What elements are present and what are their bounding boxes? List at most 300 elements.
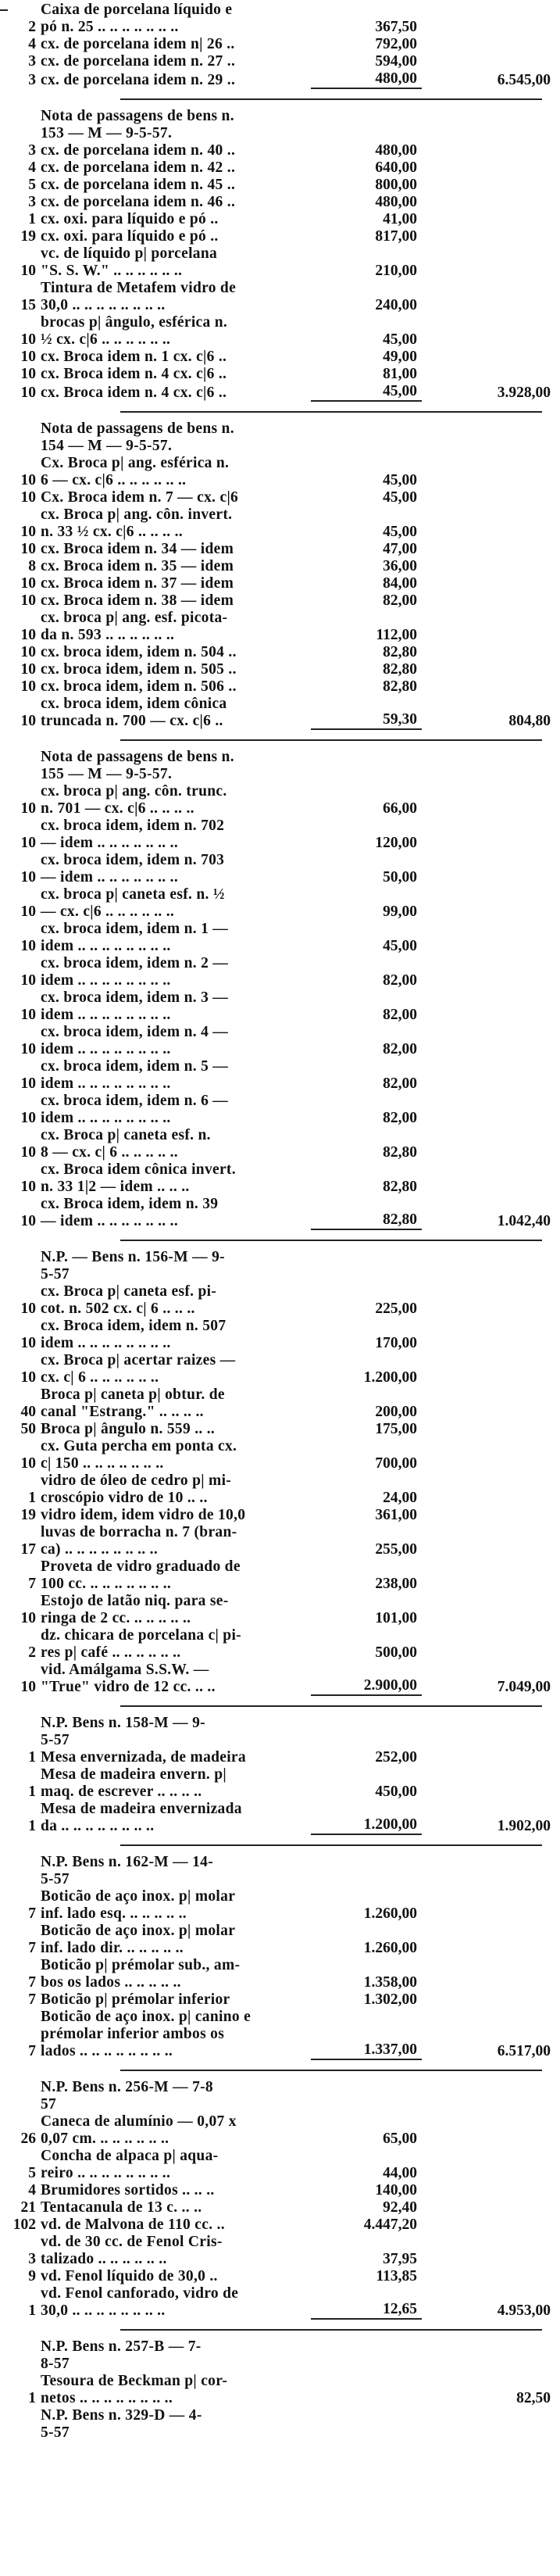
item-amount: 36,00 [383, 558, 417, 574]
item-amount: 101,00 [375, 1610, 417, 1626]
item-quantity: 10 [20, 972, 36, 989]
item-quantity: 7 [28, 1991, 36, 2008]
item-amount: 59,30 [311, 711, 422, 730]
item-description: luvas de borracha n. 7 (bran- ca) .. .. .. .. .. .. .. .. [41, 1524, 237, 1558]
item-amount: 47,00 [383, 541, 417, 557]
item-description: cx. broca idem, idem n. 504 .. [41, 644, 237, 660]
item-amount: 700,00 [375, 1455, 417, 1472]
ledger-row [3, 1093, 554, 1127]
item-amount: 82,00 [383, 592, 417, 609]
item-amount: 82,80 [383, 1144, 417, 1161]
item-description: cx. Broca p| acertar raizes — cx. c| 6 .. .. .. .. .. .. [41, 1352, 236, 1386]
margin-dash-mark [0, 9, 8, 11]
item-quantity: 10 [20, 1455, 36, 1472]
item-quantity: 19 [20, 1507, 36, 1523]
ledger-row [3, 1318, 554, 1352]
section-total: 1.042,40 [497, 1213, 551, 1229]
item-description: cx. Broca p| caneta esf. n. 8 — cx. c| 6 .. .. .. .. .. [41, 1127, 211, 1161]
item-description: vd. Fenol canforado, vidro de 30,0 .. .. .. .. .. .. .. .. [41, 2285, 239, 2319]
item-quantity: 10 [20, 713, 36, 729]
item-quantity: 1 [28, 1490, 36, 1506]
item-description: N.P. Bens n. 329-D — 4- 5-57 [41, 2407, 202, 2441]
ledger-section [3, 1715, 554, 1835]
section-heading [3, 2338, 554, 2373]
item-quantity: 17 [20, 1541, 36, 1558]
ledger-row [3, 2234, 554, 2268]
ledger-row [3, 661, 554, 678]
item-quantity: 3 [28, 53, 36, 70]
item-description: cx. Broca idem n. 38 — idem [41, 592, 234, 609]
section-separator [3, 1230, 554, 1249]
item-description: Tesoura de Beckman p| cor- netos .. .. .. .. .. .. .. .. [41, 2373, 228, 2406]
item-quantity: 9 [28, 2268, 36, 2284]
ledger-row [3, 852, 554, 886]
ledger-row [3, 644, 554, 661]
ledger-row [3, 818, 554, 852]
item-amount: 140,00 [375, 2182, 417, 2199]
item-quantity: 10 [20, 349, 36, 365]
ledger-row [3, 592, 554, 610]
item-amount: 66,00 [383, 800, 417, 817]
item-amount: 81,00 [383, 366, 417, 382]
item-quantity: 2 [28, 1644, 36, 1661]
item-description: vc. de líquido p| porcelana "S. S. W." .. .. .. .. .. .. [41, 245, 218, 279]
item-description: cx. de porcelana idem n. 45 .. [41, 177, 236, 193]
item-description: cx. broca p| ang. côn. trunc. n. 701 — cx. c|6 .. .. .. .. [41, 783, 227, 817]
item-amount: 82,80 [383, 661, 417, 678]
item-amount: 112,00 [376, 627, 417, 643]
section-separator [3, 1835, 554, 1854]
item-amount: 45,00 [383, 938, 417, 954]
item-quantity: 10 [20, 472, 36, 488]
ledger-row [3, 2216, 554, 2234]
section-heading [3, 2407, 554, 2442]
item-quantity: 3 [28, 2251, 36, 2267]
ledger-row [3, 349, 554, 366]
item-amount: 82,00 [383, 1075, 417, 1092]
item-description: Boticão de aço inox. p| molar inf. lado dir. .. .. .. .. .. [41, 1923, 236, 1956]
item-quantity: 10 [20, 1610, 36, 1626]
item-amount: 82,80 [383, 644, 417, 660]
ledger-row [3, 383, 554, 402]
section-separator [3, 402, 554, 420]
item-description: Broca p| caneta p| obtur. de canal "Estrang." .. .. .. .. [41, 1386, 225, 1420]
item-quantity: 10 [20, 661, 36, 678]
item-quantity: 10 [20, 903, 36, 920]
item-description: Brumidores sortidos .. .. .. [41, 2182, 215, 2199]
section-total: 1.902,00 [497, 1818, 551, 1834]
section-heading [3, 749, 554, 783]
item-description: vidro de óleo de cedro p| mi- croscópio vidro de 10 .. .. [41, 1472, 232, 1506]
item-quantity: 10 [20, 366, 36, 382]
item-amount: 82,00 [383, 1041, 417, 1057]
item-quantity: 1 [28, 2302, 36, 2319]
ledger-row [3, 1766, 554, 1801]
section-total: 7.049,00 [497, 1679, 551, 1695]
ledger-row [3, 886, 554, 921]
ledger-row [3, 2373, 554, 2407]
ledger-row [3, 2148, 554, 2182]
ledger-row [3, 245, 554, 280]
item-amount: 50,00 [383, 869, 417, 886]
ledger-row [3, 1161, 554, 1196]
item-amount: 1.260,00 [363, 1940, 417, 1956]
item-amount: 640,00 [375, 159, 417, 176]
item-description: cx. Broca p| ang. côn. invert. n. 33 ½ cx. c|6 .. .. .. .. [41, 506, 233, 540]
item-quantity: 1 [28, 2390, 36, 2406]
item-amount: 12,65 [311, 2301, 422, 2320]
item-description: cx. Broca idem n. 37 — idem [41, 575, 234, 592]
item-quantity: 10 [20, 1301, 36, 1317]
item-quantity: 10 [20, 800, 36, 817]
section-separator [3, 730, 554, 749]
ledger-row [3, 489, 554, 506]
item-amount: 480,00 [311, 70, 422, 89]
ledger-row [3, 211, 554, 228]
section-heading [3, 1715, 554, 1749]
item-description: cx. de porcelana idem n. 46 .. [41, 194, 236, 210]
item-description: Proveta de vidro graduado de 100 cc. .. .. .. .. .. .. .. [41, 1558, 241, 1592]
item-quantity: 1 [28, 1818, 36, 1834]
item-quantity: 15 [20, 297, 36, 313]
item-amount: 367,50 [375, 19, 417, 35]
item-description: vidro idem, idem vidro de 10,0 [41, 1507, 246, 1523]
item-amount: 800,00 [375, 177, 417, 193]
ledger-row [3, 558, 554, 575]
item-description: cx. broca p| ang. esf. picota- da n. 593 .. .. .. .. .. .. [41, 610, 228, 643]
ledger-row [3, 70, 554, 89]
ledger-row [3, 2113, 554, 2148]
item-amount: 1.358,00 [363, 1974, 417, 1991]
item-description: vid. Amálgama S.S.W. — "True" vidro de 12 cc. .. .. [41, 1662, 216, 1695]
item-quantity: 10 [20, 1679, 36, 1695]
item-quantity: 102 [12, 2216, 36, 2233]
ledger-row [3, 1749, 554, 1766]
item-quantity: 1 [28, 1784, 36, 1800]
item-quantity: 5 [28, 177, 36, 193]
ledger-row [3, 696, 554, 730]
item-amount: 225,00 [375, 1301, 417, 1317]
item-amount: 82,00 [383, 1007, 417, 1023]
section-separator [3, 2060, 554, 2079]
ledger-row [3, 2268, 554, 2285]
item-quantity: 1 [28, 211, 36, 227]
ledger-section [3, 420, 554, 730]
ledger-row [3, 1957, 554, 1991]
item-description: cx. de porcelana idem n| 26 .. [41, 36, 235, 52]
item-quantity: 7 [28, 1905, 36, 1922]
item-description: Boticão de aço inox. p| canino e prémolar inferior ambos os lados .. .. .. .. .. .. .. .. [41, 2009, 251, 2059]
item-amount: 817,00 [375, 228, 417, 245]
item-description: cx. de porcelana idem n. 27 .. [41, 53, 236, 70]
item-amount: 82,00 [383, 1110, 417, 1126]
section-heading [3, 2079, 554, 2113]
item-description: Mesa de madeira envern. p| maq. de escrever .. .. .. .. [41, 1766, 226, 1800]
item-amount: 82,00 [383, 972, 417, 989]
item-amount: 120,00 [375, 835, 417, 851]
item-amount: 200,00 [375, 1404, 417, 1420]
item-quantity: 10 [20, 1041, 36, 1057]
ledger-section [3, 108, 554, 402]
item-description: Tintura de Metafem vidro de 30,0 .. .. .. .. .. .. .. .. [41, 280, 237, 313]
item-amount: 45,00 [383, 524, 417, 540]
item-description: Boticão de aço inox. p| molar inf. lado esq. .. .. .. .. .. [41, 1888, 236, 1922]
item-description: Caneca de alumínio — 0,07 x 0,07 cm. .. .. .. .. .. .. [41, 2113, 237, 2147]
item-amount: 361,00 [375, 1507, 417, 1523]
ledger-row [3, 1386, 554, 1421]
item-quantity: 10 [20, 592, 36, 609]
ledger-row [3, 314, 554, 349]
item-description: N.P. Bens n. 256-M — 7-8 57 [41, 2079, 213, 2113]
section-heading [3, 420, 554, 455]
section-total: 82,50 [516, 2390, 551, 2406]
item-amount: 49,00 [383, 349, 417, 365]
ledger-row [3, 142, 554, 159]
item-description: cx. broca idem, idem n. 4 — idem .. .. .. .. .. .. .. .. [41, 1024, 229, 1057]
ledger-row [3, 1991, 554, 2009]
item-description: N.P. Bens n. 162-M — 14- 5-57 [41, 1854, 213, 1887]
section-total: 804,80 [508, 713, 551, 729]
item-quantity: 2 [28, 19, 36, 35]
ledger-section [3, 749, 554, 1230]
item-amount: 44,00 [383, 2165, 417, 2181]
item-amount: 500,00 [375, 1644, 417, 1661]
item-quantity: 4 [28, 159, 36, 176]
item-quantity: 3 [28, 72, 36, 88]
ledger-row [3, 280, 554, 314]
item-description: cx. de porcelana idem n. 40 .. [41, 142, 236, 159]
item-amount: 1.260,00 [363, 1905, 417, 1922]
item-amount: 2.900,00 [311, 1677, 422, 1696]
ledger-row [3, 1352, 554, 1386]
item-description: cx. Broca idem n. 35 — idem [41, 558, 234, 574]
item-description: cx. broca idem, idem n. 3 — idem .. .. .. .. .. .. .. .. [41, 989, 229, 1023]
ledger-row [3, 366, 554, 383]
ledger-row [3, 53, 554, 70]
item-description: cx. broca idem, idem n. 1 — idem .. .. .. .. .. .. .. .. [41, 921, 229, 954]
section-total: 6.517,00 [497, 2043, 551, 2059]
section-total: 4.953,00 [497, 2302, 551, 2319]
ledger-row [3, 921, 554, 955]
item-quantity: 10 [20, 869, 36, 886]
ledger-section [3, 1249, 554, 1696]
item-description: cx. de porcelana idem n. 29 .. [41, 72, 236, 88]
ledger-row [3, 1627, 554, 1662]
item-amount: 1.302,00 [363, 1991, 417, 2008]
ledger-row [3, 955, 554, 989]
item-description: Estojo de latão niq. para se- ringa de 2 cc. .. .. .. .. .. [41, 1593, 229, 1626]
item-amount: 37,95 [383, 2251, 417, 2267]
ledger-section [3, 1854, 554, 2060]
ledger-row [3, 2199, 554, 2216]
ledger-row [3, 228, 554, 245]
ledger-section [3, 2338, 554, 2442]
item-description: Tentacanula de 13 c. .. .. [41, 2199, 202, 2216]
item-amount: 84,00 [383, 575, 417, 592]
item-quantity: 10 [20, 1369, 36, 1386]
item-description: cx. oxi. para líquido e pó .. [41, 211, 219, 227]
item-quantity: 7 [28, 2043, 36, 2059]
item-description: Nota de passagens de bens n. 153 — M — 9-5-57. [41, 108, 234, 141]
item-quantity: 10 [20, 678, 36, 695]
item-quantity: 10 [20, 1075, 36, 1092]
ledger-row [3, 783, 554, 818]
item-amount: 113,85 [376, 2268, 417, 2284]
item-amount: 210,00 [375, 263, 417, 279]
item-description: Caixa de porcelana líquido e pó n. 25 .. .. .. .. .. .. .. [41, 2, 233, 35]
item-quantity: 1 [28, 1749, 36, 1766]
item-description: cx. broca idem, idem n. 6 — idem .. .. .. .. .. .. .. .. [41, 1093, 229, 1126]
section-separator [3, 1696, 554, 1715]
item-amount: 82,80 [311, 1211, 422, 1230]
item-description: Concha de alpaca p| aqua- reiro .. .. .. .. .. .. .. .. [41, 2148, 219, 2181]
item-quantity: 19 [20, 228, 36, 245]
item-amount: 1.337,00 [311, 2041, 422, 2060]
item-quantity: 4 [28, 36, 36, 52]
item-quantity: 4 [28, 2182, 36, 2199]
item-description: cx. Guta percha em ponta cx. c| 150 .. .. .. .. .. .. .. [41, 1438, 237, 1472]
item-amount: 1.200,00 [363, 1369, 417, 1386]
item-description: cx. broca p| caneta esf. n. ½ — cx. c|6 .. .. .. .. .. .. [41, 886, 225, 920]
item-quantity: 7 [28, 1974, 36, 1991]
item-description: vd. de 30 cc. de Fenol Cris- talizado .. .. .. .. .. .. [41, 2234, 223, 2267]
ledger-row [3, 2182, 554, 2199]
item-description: N.P. Bens n. 158-M — 9- 5-57 [41, 1715, 205, 1748]
item-amount: 82,80 [383, 678, 417, 695]
item-quantity: 10 [20, 1007, 36, 1023]
ledger-row [3, 1662, 554, 1696]
ledger-row [3, 1593, 554, 1627]
item-amount: 238,00 [375, 1576, 417, 1592]
item-description: cx. Broca idem n. 4 cx. c|6 .. [41, 366, 227, 382]
section-separator [3, 89, 554, 108]
item-amount: 92,40 [383, 2199, 417, 2216]
item-amount: 65,00 [383, 2131, 417, 2147]
item-description: cx. Broca idem n. 1 cx. c|6 .. [41, 349, 227, 365]
ledger-row [3, 989, 554, 1024]
item-quantity: 21 [20, 2199, 36, 2216]
ledger-row [3, 575, 554, 592]
item-description: cx. de porcelana idem n. 42 .. [41, 159, 236, 176]
section-total: 3.928,00 [497, 385, 551, 401]
item-description: cx. broca idem, idem n. 505 .. [41, 661, 237, 678]
ledger-row [3, 1923, 554, 1957]
item-quantity: 10 [20, 263, 36, 279]
section-heading [3, 1249, 554, 1283]
ledger-row [3, 541, 554, 558]
ledger-row [3, 2, 554, 36]
ledger-row [3, 1801, 554, 1835]
item-description: cx. Broca p| caneta esf. pi- cot. n. 502 cx. c| 6 .. .. .. [41, 1283, 217, 1317]
item-amount: 450,00 [375, 1784, 417, 1800]
item-description: cx. oxi. para líquido e pó .. [41, 228, 219, 245]
ledger-row [3, 678, 554, 696]
item-quantity: 10 [20, 938, 36, 954]
item-description: brocas p| ângulo, esférica n. ½ cx. c|6 .. .. .. .. .. .. [41, 314, 228, 348]
item-description: cx. broca idem, idem n. 2 — idem .. .. .. .. .. .. .. .. [41, 955, 229, 989]
ledger-row [3, 177, 554, 194]
section-heading [3, 1854, 554, 1888]
item-description: cx. Broca idem, idem n. 507 idem .. .. .. .. .. .. .. .. [41, 1318, 226, 1351]
item-quantity: 10 [20, 1179, 36, 1195]
ledger-row [3, 1196, 554, 1230]
item-description: Mesa envernizada, de madeira [41, 1749, 246, 1766]
item-quantity: 10 [20, 331, 36, 348]
item-quantity: 10 [20, 1213, 36, 1229]
item-description: vd. Fenol líquido de 30,0 .. [41, 2268, 218, 2284]
item-quantity: 10 [20, 575, 36, 592]
item-description: Boticão p| prémolar sub., am- bos os lados .. .. .. .. .. [41, 1957, 241, 1991]
item-quantity: 10 [20, 1110, 36, 1126]
section-total: 6.545,00 [497, 72, 551, 88]
item-quantity: 5 [28, 2165, 36, 2181]
item-description: Cx. Broca idem n. 7 — cx. c|6 [41, 489, 239, 506]
ledger-row [3, 2285, 554, 2320]
item-description: cx. broca idem, idem n. 506 .. [41, 678, 237, 695]
item-description: vd. de Malvona de 110 cc. .. [41, 2216, 225, 2233]
ledger-row [3, 1558, 554, 1593]
item-description: cx. Broca idem cônica invert. n. 33 1|2 — idem .. .. .. [41, 1161, 236, 1195]
item-description: cx. Broca idem n. 4 cx. c|6 .. [41, 385, 227, 401]
item-quantity: 10 [20, 489, 36, 506]
item-description: cx. broca idem, idem n. 5 — idem .. .. .. .. .. .. .. .. [41, 1058, 229, 1092]
item-amount: 45,00 [383, 472, 417, 488]
ledger-row [3, 610, 554, 644]
item-description: cx. broca idem, idem n. 702 — idem .. .. .. .. .. .. .. [41, 818, 225, 851]
item-amount: 24,00 [383, 1490, 417, 1506]
item-amount: 4.447,20 [363, 2216, 417, 2233]
ledger-row [3, 159, 554, 177]
ledger-row [3, 506, 554, 541]
item-description: Cx. Broca p| ang. esférica n. 6 — cx. c|6 .. .. .. .. .. .. [41, 455, 230, 488]
item-quantity: 3 [28, 142, 36, 159]
ledger-row [3, 1058, 554, 1093]
item-amount: 480,00 [375, 194, 417, 210]
item-amount: 45,00 [383, 489, 417, 506]
item-quantity: 10 [20, 541, 36, 557]
ledger-section [3, 2, 554, 89]
item-description: cx. broca idem, idem cônica truncada n. 700 — cx. c|6 .. [41, 696, 227, 729]
item-amount: 252,00 [375, 1749, 417, 1766]
item-quantity: 8 [28, 558, 36, 574]
item-amount: 41,00 [383, 211, 417, 227]
ledger-row [3, 1524, 554, 1558]
item-description: N.P. Bens n. 257-B — 7- 8-57 [41, 2338, 202, 2372]
section-separator [3, 2320, 554, 2338]
item-quantity: 10 [20, 627, 36, 643]
item-amount: 480,00 [375, 142, 417, 159]
item-quantity: 3 [28, 194, 36, 210]
ledger-row [3, 1888, 554, 1923]
item-amount: 99,00 [383, 903, 417, 920]
ledger-row [3, 1283, 554, 1318]
ledger-body [3, 2, 554, 2442]
ledger-row [3, 1507, 554, 1524]
ledger-row [3, 455, 554, 489]
item-description: cx. broca idem, idem n. 703 — idem .. .. .. .. .. .. .. [41, 852, 225, 886]
ledger-row [3, 1421, 554, 1438]
ledger-row [3, 1472, 554, 1507]
ledger-row [3, 1024, 554, 1058]
ledger-section [3, 2079, 554, 2320]
item-description: Mesa de madeira envernizada da .. .. .. .. .. .. .. .. [41, 1801, 242, 1834]
item-quantity: 10 [20, 644, 36, 660]
item-quantity: 10 [20, 835, 36, 851]
item-amount: 45,00 [383, 331, 417, 348]
item-amount: 82,80 [383, 1179, 417, 1195]
item-amount: 175,00 [375, 1421, 417, 1437]
item-description: Nota de passagens de bens n. 154 — M — 9-5-57. [41, 420, 234, 454]
